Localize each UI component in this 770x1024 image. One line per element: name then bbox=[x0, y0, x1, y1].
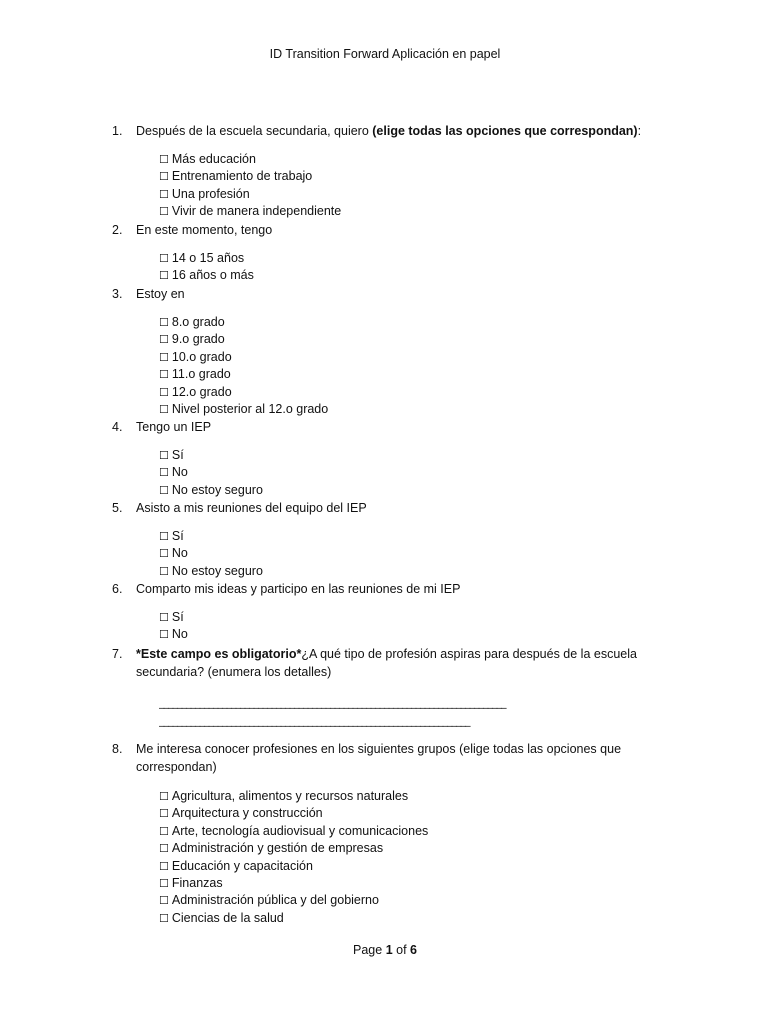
checkbox-option[interactable] bbox=[159, 528, 263, 545]
checkbox-icon[interactable]: ☐ bbox=[159, 403, 169, 417]
checkbox-icon[interactable]: ☐ bbox=[159, 449, 169, 462]
question-number: 8. bbox=[112, 742, 123, 756]
checkbox-option[interactable] bbox=[159, 840, 428, 857]
checkbox-icon[interactable]: ☐ bbox=[159, 628, 169, 642]
checkbox-option[interactable] bbox=[159, 609, 188, 626]
checkbox-icon[interactable]: ☐ bbox=[159, 877, 169, 891]
checkbox-option[interactable] bbox=[159, 366, 328, 383]
checkbox-option[interactable] bbox=[159, 910, 428, 927]
checkbox-option[interactable] bbox=[159, 858, 428, 875]
question-instruction: (elige todas las opciones que correspondan) bbox=[372, 124, 638, 138]
question-text: En este momento, tengo bbox=[136, 223, 273, 237]
checkbox-option[interactable] bbox=[159, 151, 341, 168]
options-q2 bbox=[159, 250, 254, 285]
option-label: Más educación bbox=[171, 152, 256, 166]
options-q1 bbox=[159, 151, 341, 221]
page-footer bbox=[0, 943, 770, 957]
option-label: Agricultura, alimentos y recursos naturales bbox=[171, 789, 409, 803]
checkbox-icon[interactable]: ☐ bbox=[159, 466, 169, 480]
checkbox-option[interactable] bbox=[159, 805, 428, 822]
question-text: Me interesa conocer profesiones en los siguientes grupos (elige todas las opciones que correspondan) bbox=[136, 742, 622, 774]
question-3 bbox=[112, 285, 672, 303]
option-label: Vivir de manera independiente bbox=[171, 204, 342, 219]
option-label: 16 años o más bbox=[171, 268, 254, 283]
checkbox-icon[interactable]: ☐ bbox=[159, 564, 169, 578]
question-number: 7. bbox=[112, 647, 123, 661]
question-text: Comparto mis ideas y participo en las reuniones de mi IEP bbox=[136, 582, 461, 596]
option-label: 8.o grado bbox=[171, 315, 225, 329]
options-q3 bbox=[159, 314, 328, 418]
question-2 bbox=[112, 221, 672, 239]
checkbox-icon[interactable]: ☐ bbox=[159, 170, 169, 184]
option-label: No bbox=[171, 465, 188, 480]
options-q6 bbox=[159, 609, 188, 644]
question-8 bbox=[112, 740, 672, 776]
current-page-number: 1 bbox=[385, 943, 393, 957]
checkbox-option[interactable] bbox=[159, 314, 328, 331]
question-text: Asisto a mis reuniones del equipo del IEP bbox=[136, 501, 367, 515]
checkbox-icon[interactable]: ☐ bbox=[159, 483, 169, 497]
option-label: 12.o grado bbox=[171, 384, 232, 399]
question-1 bbox=[112, 122, 672, 140]
answer-line-2[interactable]: _____________________________________________________________________ bbox=[159, 714, 470, 727]
checkbox-icon[interactable]: ☐ bbox=[159, 824, 169, 838]
option-label: 11.o grado bbox=[171, 367, 231, 382]
checkbox-icon[interactable]: ☐ bbox=[159, 252, 169, 265]
option-label: No estoy seguro bbox=[171, 563, 263, 578]
option-label: 10.o grado bbox=[171, 349, 232, 364]
checkbox-icon[interactable]: ☐ bbox=[159, 153, 169, 166]
checkbox-option[interactable] bbox=[159, 823, 428, 840]
checkbox-option[interactable] bbox=[159, 447, 263, 464]
checkbox-icon[interactable]: ☐ bbox=[159, 333, 169, 347]
option-label: Una profesión bbox=[171, 186, 250, 201]
option-label: Arte, tecnología audiovisual y comunicaciones bbox=[171, 823, 429, 838]
option-label: Nivel posterior al 12.o grado bbox=[171, 402, 329, 417]
question-number: 2. bbox=[112, 223, 123, 237]
checkbox-icon[interactable]: ☐ bbox=[159, 790, 169, 803]
checkbox-icon[interactable]: ☐ bbox=[159, 205, 169, 219]
checkbox-option[interactable] bbox=[159, 788, 428, 805]
option-label: Sí bbox=[171, 610, 184, 624]
checkbox-icon[interactable]: ☐ bbox=[159, 187, 169, 201]
option-label: No bbox=[171, 627, 188, 642]
question-4 bbox=[112, 418, 672, 436]
checkbox-icon[interactable]: ☐ bbox=[159, 350, 169, 364]
required-note: *Este campo es obligatorio* bbox=[136, 647, 302, 661]
option-label: Educación y capacitación bbox=[171, 858, 313, 873]
page-header: ID Transition Forward Aplicación en papel bbox=[269, 47, 501, 61]
footer-middle: of bbox=[392, 943, 411, 957]
question-7 bbox=[112, 645, 672, 681]
option-label: Sí bbox=[171, 448, 184, 462]
checkbox-option[interactable] bbox=[159, 626, 188, 643]
checkbox-option[interactable] bbox=[159, 892, 428, 909]
checkbox-option[interactable] bbox=[159, 186, 341, 203]
option-label: Sí bbox=[171, 529, 184, 543]
checkbox-option[interactable] bbox=[159, 875, 428, 892]
question-6 bbox=[112, 580, 672, 598]
option-label: Arquitectura y construcción bbox=[171, 806, 323, 821]
question-number: 3. bbox=[112, 287, 123, 301]
checkbox-option[interactable] bbox=[159, 545, 263, 562]
option-label: Administración y gestión de empresas bbox=[171, 841, 384, 856]
total-page-number: 6 bbox=[410, 943, 417, 957]
option-label: Finanzas bbox=[171, 876, 223, 891]
checkbox-icon[interactable]: ☐ bbox=[159, 530, 169, 543]
checkbox-option[interactable] bbox=[159, 331, 328, 348]
option-label: Entrenamiento de trabajo bbox=[171, 169, 313, 184]
checkbox-icon[interactable]: ☐ bbox=[159, 316, 169, 329]
checkbox-option[interactable] bbox=[159, 482, 263, 499]
question-text: Después de la escuela secundaria, quiero bbox=[136, 124, 373, 138]
checkbox-option[interactable] bbox=[159, 168, 341, 185]
checkbox-option[interactable] bbox=[159, 563, 263, 580]
answer-line-1[interactable]: _____________________________________________________________________________ bbox=[159, 696, 506, 709]
option-label: No estoy seguro bbox=[171, 482, 263, 497]
question-number: 1. bbox=[112, 124, 123, 138]
question-text: Tengo un IEP bbox=[136, 420, 212, 434]
question-5 bbox=[112, 499, 672, 517]
footer-prefix: Page bbox=[353, 943, 386, 957]
checkbox-icon[interactable]: ☐ bbox=[159, 842, 169, 856]
question-text: Estoy en bbox=[136, 287, 185, 301]
checkbox-icon[interactable]: ☐ bbox=[159, 911, 169, 925]
checkbox-icon[interactable]: ☐ bbox=[159, 894, 169, 908]
option-label: No bbox=[171, 546, 188, 561]
option-label: Administración pública y del gobierno bbox=[171, 893, 379, 908]
checkbox-icon[interactable]: ☐ bbox=[159, 368, 169, 382]
option-label: Ciencias de la salud bbox=[171, 910, 284, 925]
question-number: 5. bbox=[112, 501, 123, 515]
question-number: 6. bbox=[112, 582, 123, 596]
checkbox-icon[interactable]: ☐ bbox=[159, 611, 169, 624]
checkbox-option[interactable] bbox=[159, 401, 328, 418]
options-q8 bbox=[159, 788, 428, 927]
option-label: 14 o 15 años bbox=[171, 251, 245, 265]
checkbox-option[interactable] bbox=[159, 250, 254, 267]
option-label: 9.o grado bbox=[171, 332, 225, 347]
checkbox-icon[interactable]: ☐ bbox=[159, 807, 169, 821]
checkbox-icon[interactable]: ☐ bbox=[159, 547, 169, 561]
options-q4 bbox=[159, 447, 263, 499]
checkbox-option[interactable] bbox=[159, 349, 328, 366]
question-number: 4. bbox=[112, 420, 123, 434]
checkbox-icon[interactable]: ☐ bbox=[159, 385, 169, 399]
question-tail: : bbox=[637, 124, 642, 138]
checkbox-option[interactable] bbox=[159, 267, 254, 284]
checkbox-icon[interactable]: ☐ bbox=[159, 269, 169, 283]
question-text: ¿A qué tipo de profesión aspiras para después de la escuela secundaria? (enumera los detalles) bbox=[136, 647, 637, 679]
checkbox-option[interactable] bbox=[159, 464, 263, 481]
checkbox-option[interactable] bbox=[159, 203, 341, 220]
options-q5 bbox=[159, 528, 263, 580]
checkbox-icon[interactable]: ☐ bbox=[159, 859, 169, 873]
checkbox-option[interactable] bbox=[159, 384, 328, 401]
